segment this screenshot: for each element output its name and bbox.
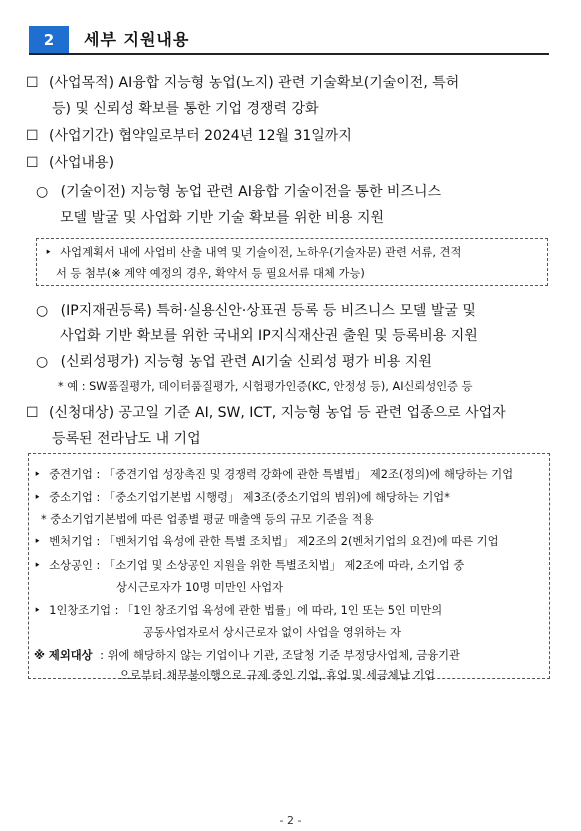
checkbox-icon: ☐ <box>26 128 39 144</box>
reliability-line <box>36 349 432 375</box>
content-heading-text: (사업내용) <box>49 155 115 171</box>
eligibility-sme-text: 중소기업 : 「중소기업기본법 시행령」 제3조(중소기업의 범위)에 해당하는 기업* <box>49 491 450 504</box>
eligibility-one-person-text-2: 공동사업자로서 상시근로자 없이 사업을 영위하는 자 <box>143 626 402 639</box>
exclusion-text-1: : 위에 해당하지 않는 기업이나 기관, 조달청 기준 부정당사업체, 금융기관 <box>100 649 460 662</box>
exclusion-label: ※ 제외대상 <box>34 649 93 662</box>
section-title: 세부 지원내용 <box>84 30 190 49</box>
eligibility-sme-note: * 중소기업기본법에 따른 업종별 평균 매출액 등의 규모 기준을 적용 <box>41 513 374 526</box>
eligibility-midsize-text: 중견기업 : 「중견기업 성장촉진 및 경쟁력 강화에 관한 특별법」 제2조(정의)에 해당하는 기업 <box>49 468 514 481</box>
eligibility-box <box>28 453 550 679</box>
period-text: (사업기간) 협약일로부터 2024년 12월 31일까지 <box>49 128 352 144</box>
exclusion-line-1 <box>34 647 460 663</box>
eligibility-one-person <box>34 602 442 618</box>
eligibility-midsize <box>34 466 513 482</box>
content-heading <box>26 150 114 176</box>
section-number-badge: 2 <box>29 26 69 53</box>
eligibility-small-business-text-1: 소상공인 : 「소기업 및 소상공인 지원을 위한 특별조치법」 제2조에 따라, 소기업 중 <box>49 559 465 572</box>
attachment-note-line-1 <box>45 244 461 260</box>
target-text-1: (신청대상) 공고일 기준 AI, SW, ICT, 지능형 농업 등 관련 업종으로 사업자 <box>49 405 506 421</box>
exclusion-text-2: 으로부터 채무불이행으로 규제 중인 기업, 휴업 및 세금체납 기업 <box>119 669 436 682</box>
ip-registration-text-1: (IP지재권등록) 특허·실용신안·상표권 등록 등 비즈니스 모델 발굴 및 <box>60 303 476 319</box>
eligibility-venture-text: 벤처기업 : 「벤처기업 육성에 관한 특별 조치법」 제2조의 2(벤처기업의 요건)에 따른 기업 <box>49 535 499 548</box>
attachment-note-text-1: 사업계획서 내에 사업비 산출 내역 및 기술이전, 노하우(기술자문) 관련 서류, 견적 <box>60 246 462 259</box>
eligibility-small-business-text-2: 상시근로자가 10명 미만인 사업자 <box>116 581 284 594</box>
header-rule <box>29 53 549 55</box>
checkbox-icon: ☐ <box>26 75 39 91</box>
circle-bullet-icon: ○ <box>36 303 49 319</box>
period-line <box>26 123 352 149</box>
eligibility-venture <box>34 533 498 549</box>
ip-registration-line-1 <box>36 298 476 324</box>
evaluation-example-note: * 예 : SW품질평가, 데이터품질평가, 시험평가인증(KC, 안정성 등), AI신뢰성인증 등 <box>58 380 473 393</box>
tech-transfer-text-1: (기술이전) 지능형 농업 관련 AI융합 기술이전을 통한 비즈니스 <box>60 184 442 200</box>
eligibility-one-person-text-1: 1인창조기업 : 「1인 창조기업 육성에 관한 법률」에 따라, 1인 또는 5인 미만의 <box>49 604 443 617</box>
purpose-text-2: 등) 및 신뢰성 확보를 통한 기업 경쟁력 강화 <box>52 101 319 117</box>
page-number: - 2 - <box>279 814 302 827</box>
target-line-1 <box>26 400 506 426</box>
reliability-text: (신뢰성평가) 지능형 농업 관련 AI기술 신뢰성 평가 비용 지원 <box>60 354 432 370</box>
checkbox-icon: ☐ <box>26 155 39 171</box>
arrow-bullet-icon: ‣ <box>45 246 52 259</box>
attachment-note-box <box>36 238 548 286</box>
tech-transfer-text-2: 모델 발굴 및 사업화 기반 기술 확보를 위한 비용 지원 <box>60 210 385 226</box>
purpose-checkbox-line-1 <box>26 70 459 96</box>
ip-registration-text-2: 사업화 기반 확보를 위한 국내외 IP지식재산권 출원 및 등록비용 지원 <box>60 328 478 344</box>
circle-bullet-icon: ○ <box>36 354 49 370</box>
arrow-bullet-icon: ‣ <box>34 491 41 504</box>
purpose-text-1: (사업목적) AI융합 지능형 농업(노지) 관련 기술확보(기술이전, 특허 <box>49 75 460 91</box>
eligibility-small-business <box>34 557 464 573</box>
circle-bullet-icon: ○ <box>36 184 49 200</box>
arrow-bullet-icon: ‣ <box>34 559 41 572</box>
arrow-bullet-icon: ‣ <box>34 535 41 548</box>
eligibility-sme <box>34 489 450 505</box>
checkbox-icon: ☐ <box>26 405 39 421</box>
target-text-2: 등록된 전라남도 내 기업 <box>52 431 201 447</box>
tech-transfer-line-1 <box>36 179 441 205</box>
arrow-bullet-icon: ‣ <box>34 468 41 481</box>
attachment-note-text-2: 서 등 첨부(※ 계약 예정의 경우, 확약서 등 필요서류 대체 가능) <box>56 267 365 280</box>
arrow-bullet-icon: ‣ <box>34 604 41 617</box>
